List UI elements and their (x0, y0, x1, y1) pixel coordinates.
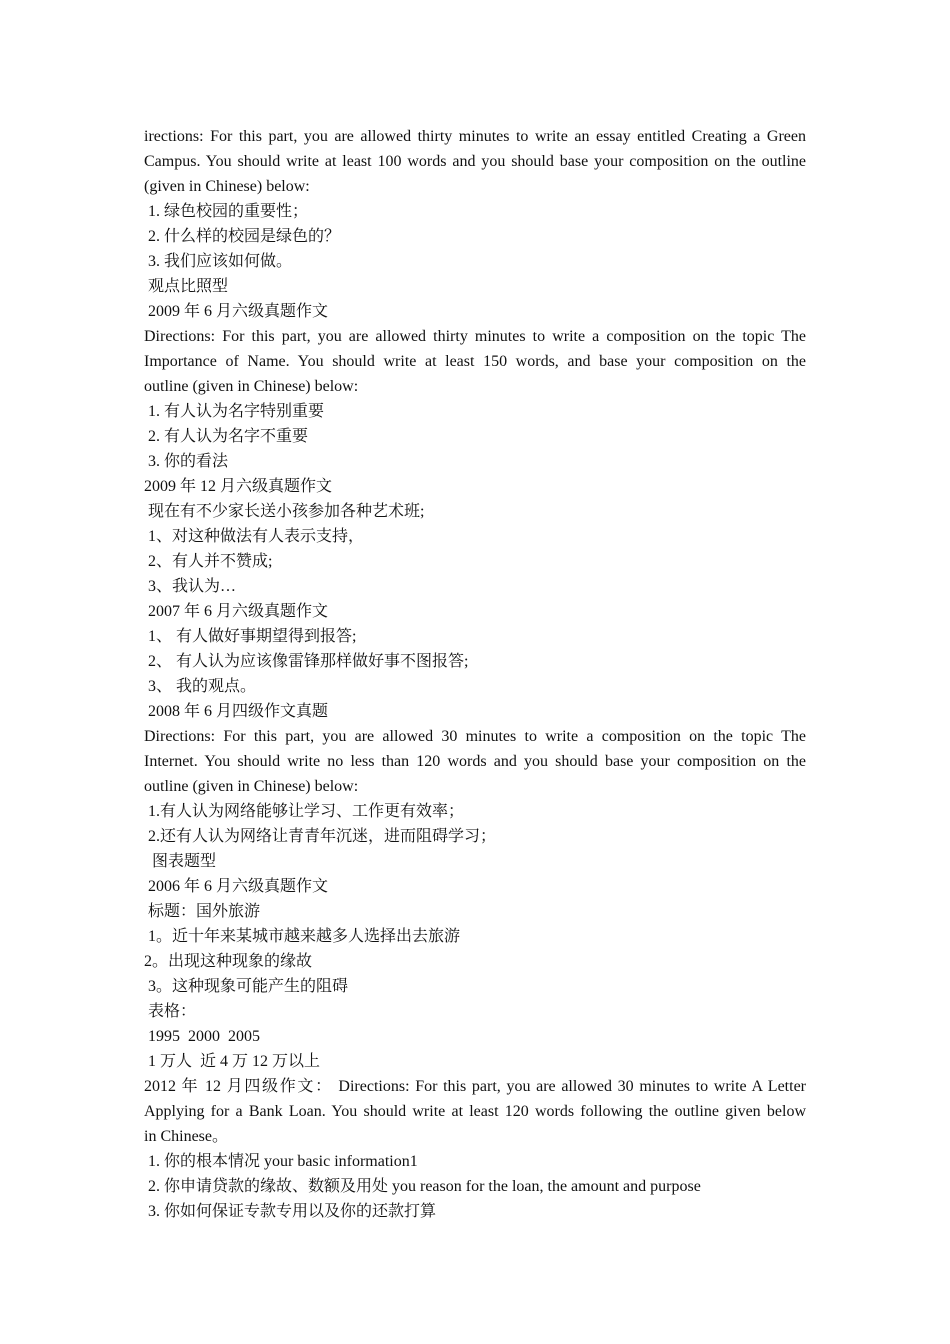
document-body (144, 124, 806, 1224)
text-line: Internet. You should write no less than 120 words and you should base your composition on the (144, 753, 806, 770)
section-heading: 图表题型 (144, 853, 217, 870)
text-line: irections: For this part, you are allowed thirty minutes to write an essay entitled Creating a Green (144, 128, 806, 145)
list-item: 2. 有人认为名字不重要 (144, 428, 309, 445)
section-heading: 2008 年 6 月四级作文真题 (144, 703, 329, 720)
list-item: 2. 你申请贷款的缘故、数额及用处 you reason for the loan, the amount and purpose (144, 1178, 701, 1195)
list-item: 3。这种现象可能产生的阻碍 (144, 978, 349, 995)
list-item: 2. 什么样的校园是绿色的？ (144, 228, 341, 245)
list-item: 3、我认为… (144, 578, 237, 595)
text-line: 表格： (144, 1003, 197, 1020)
text-line: Directions: For this part, you are allowed thirty minutes to write a composition on the topic The (144, 328, 806, 345)
table-row: 1995 2000 2005 (144, 1028, 260, 1045)
section-heading: 2009 年 6 月六级真题作文 (144, 303, 329, 320)
list-item: 3、 我的观点。 (144, 678, 257, 695)
list-item: 1. 有人认为名字特别重要 (144, 403, 325, 420)
list-item: 1、 有人做好事期望得到报答; (144, 628, 357, 645)
list-item: 1. 你的根本情况 your basic information1 (144, 1153, 418, 1170)
section-heading: 2006 年 6 月六级真题作文 (144, 878, 329, 895)
list-item: 2、有人并不赞成; (144, 553, 273, 570)
text-line: 现在有不少家长送小孩参加各种艺术班; (144, 503, 425, 520)
text-line: Campus. You should write at least 100 words and you should base your composition on the outline (144, 153, 806, 170)
list-item: 1.有人认为网络能够让学习、工作更有效率； (144, 803, 465, 820)
text-line: outline (given in Chinese) below: (144, 778, 359, 795)
list-item: 1。近十年来某城市越来越多人选择出去旅游 (144, 928, 461, 945)
text-line: (given in Chinese) below: (144, 178, 310, 195)
table-row: 1 万人 近 4 万 12 万以上 (144, 1053, 321, 1070)
section-heading: 观点比照型 (144, 278, 229, 295)
text-line: Importance of Name. You should write at least 150 words, and base your composition on the (144, 353, 806, 370)
list-item: 3. 我们应该如何做。 (144, 253, 293, 270)
section-heading: 2009 年 12 月六级真题作文 (144, 478, 333, 495)
text-line: outline (given in Chinese) below: (144, 378, 359, 395)
text-line: Directions: For this part, you are allowed 30 minutes to write a composition on the topic The (144, 728, 806, 745)
text-line: 2012 年 12 月四级作文： Directions: For this part, you are allowed 30 minutes to write A Letter (144, 1078, 806, 1095)
text-line: Applying for a Bank Loan. You should write at least 120 words following the outline given below (144, 1103, 806, 1120)
list-item: 2.还有人认为网络让青青年沉迷，进而阻碍学习； (144, 828, 497, 845)
list-item: 2。出现这种现象的缘故 (144, 953, 313, 970)
section-heading: 2007 年 6 月六级真题作文 (144, 603, 329, 620)
list-item: 1. 绿色校园的重要性； (144, 203, 309, 220)
list-item: 3. 你如何保证专款专用以及你的还款打算 (144, 1203, 437, 1220)
list-item: 1、对这种做法有人表示支持， (144, 528, 365, 545)
list-item: 3. 你的看法 (144, 453, 229, 470)
text-line: in Chinese。 (144, 1128, 228, 1145)
list-item: 2、 有人认为应该像雷锋那样做好事不图报答; (144, 653, 469, 670)
text-line: 标题：国外旅游 (144, 903, 261, 920)
